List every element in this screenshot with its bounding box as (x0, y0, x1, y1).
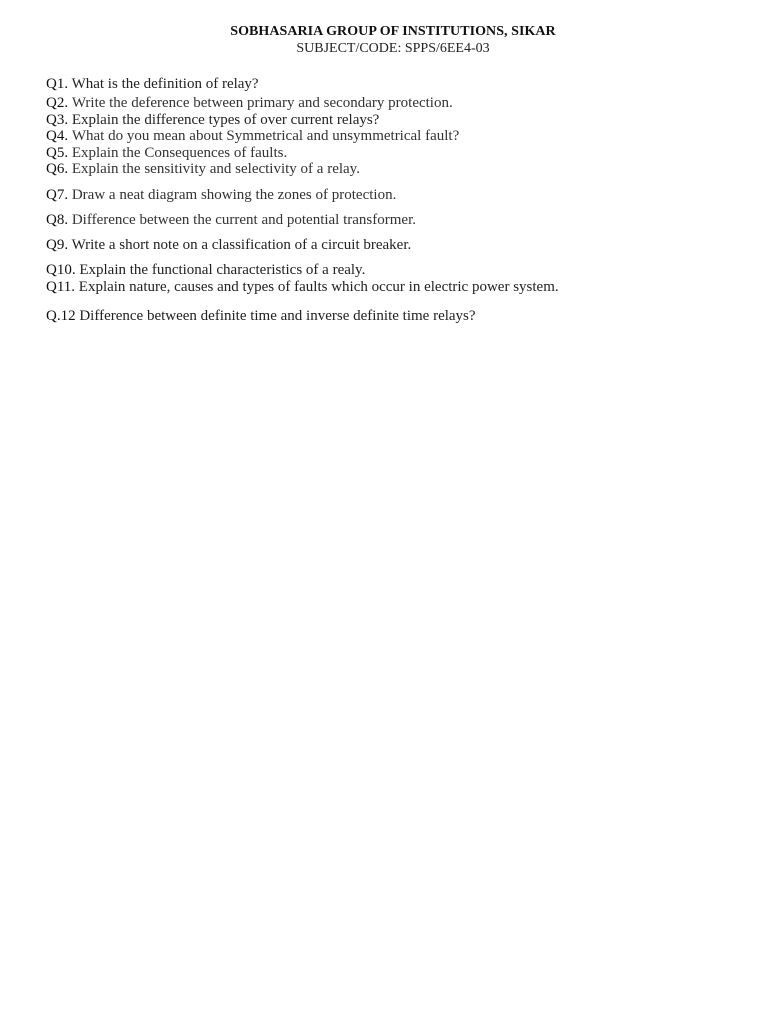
question-text: Draw a neat diagram showing the zones of protection. (71, 187, 397, 203)
question-number: Q3. (46, 112, 69, 128)
question-item (46, 187, 396, 204)
question-text: Explain the Consequences of faults. (71, 145, 288, 161)
question-number: Q1. (46, 76, 69, 92)
question-number: Q11. (46, 279, 76, 295)
question-item (46, 128, 459, 145)
question-number: Q7. (46, 187, 69, 203)
question-item (46, 76, 259, 93)
question-number: Q10. (46, 262, 76, 278)
question-number: Q9. (46, 237, 69, 253)
question-text: Explain the sensitivity and selectivity of a relay. (71, 161, 360, 177)
question-text: Explain nature, causes and types of faults which occur in electric power system. (78, 279, 559, 295)
question-number: Q5. (46, 145, 69, 161)
question-number: Q4. (46, 128, 69, 144)
question-text: Write a short note on a classification of a circuit breaker. (71, 237, 412, 253)
institution-title: SOBHASARIA GROUP OF INSTITUTIONS, SIKAR (230, 24, 556, 39)
question-text: Explain the difference types of over current relays? (71, 112, 380, 128)
question-item (46, 262, 365, 279)
document-header (0, 23, 768, 57)
subject-code: SUBJECT/CODE: SPPS/6EE4-03 (296, 41, 490, 56)
question-number: Q6. (46, 161, 69, 177)
question-item (46, 279, 559, 296)
question-item (46, 161, 360, 178)
question-text: Write the deference between primary and secondary protection. (71, 95, 453, 111)
question-item (46, 145, 287, 162)
question-number: Q.12 (46, 308, 76, 324)
question-number: Q2. (46, 95, 69, 111)
question-text: Difference between the current and potential transformer. (71, 212, 416, 228)
question-item (46, 95, 453, 112)
question-item (46, 237, 411, 254)
question-text: What is the definition of relay? (71, 76, 259, 92)
question-text: Explain the functional characteristics of a realy. (79, 262, 366, 278)
question-item (46, 112, 379, 129)
question-text: What do you mean about Symmetrical and unsymmetrical fault? (71, 128, 460, 144)
question-item (46, 212, 416, 229)
question-item (46, 308, 476, 325)
question-text: Difference between definite time and inverse definite time relays? (79, 308, 476, 324)
question-number: Q8. (46, 212, 69, 228)
